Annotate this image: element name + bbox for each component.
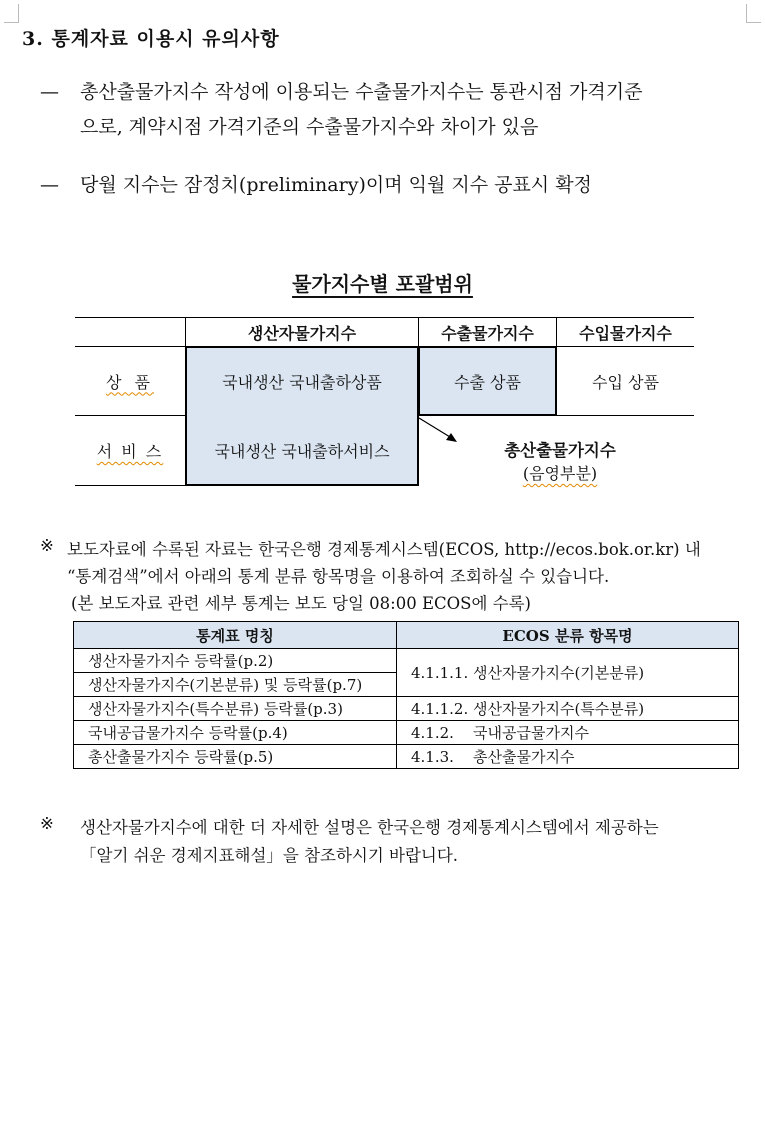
- bullet-1-line1: 총산출물가지수 작성에 이용되는 수출물가지수는 통관시점 가격기준: [80, 81, 643, 103]
- table-cell-ecos: 4.1.3. 총산출물가지수: [397, 745, 739, 769]
- table-row: [74, 721, 739, 745]
- row-label-services: 서 비 스: [96, 442, 164, 461]
- table-cell-ecos: 4.1.1.1. 생산자물가지수(기본분류): [397, 649, 739, 697]
- total-output-label: 총산출물가지수: [504, 441, 616, 460]
- section-number: 3.: [22, 28, 44, 50]
- col-header-import: 수입물가지수: [579, 323, 672, 343]
- note-2-mark: ※: [40, 814, 54, 833]
- table-row: [74, 745, 739, 769]
- table-cell-name: 국내공급물가지수 등락률(p.4): [74, 721, 397, 745]
- bullet-2: [40, 169, 592, 202]
- table-header-row: [74, 622, 739, 649]
- note-1-line1: 보도자료에 수록된 자료는 한국은행 경제통계시스템(ECOS, http://ecos.bok.or.kr) 내: [67, 540, 701, 559]
- note-1-line3: (본 보도자료 관련 세부 통계는 보도 당일 08:00 ECOS에 수록): [71, 594, 531, 613]
- note-2-line1: 생산자물가지수에 대한 더 자세한 설명은 한국은행 경제통계시스템에서 제공하는: [80, 818, 659, 837]
- table-cell-name: 생산자물가지수(특수분류) 등락률(p.3): [74, 697, 397, 721]
- page-corner-mark-left: [4, 4, 19, 23]
- col-header-ppi: 생산자물가지수: [247, 323, 357, 343]
- section-title: 통계자료 이용시 유의사항: [51, 28, 280, 50]
- dash-mark: —: [40, 174, 59, 196]
- pointer-arrow: [418, 416, 460, 446]
- cell-ppi-goods: 국내생산 국내출하상품: [222, 372, 382, 392]
- table-cell-ecos: 4.1.1.2. 생산자물가지수(특수분류): [397, 697, 739, 721]
- coverage-title: 물가지수별 포괄범위: [292, 272, 473, 296]
- table-row: [74, 649, 739, 673]
- table-cell-name: 총산출물가지수 등락률(p.5): [74, 745, 397, 769]
- bullet-1-line2: 으로, 계약시점 가격기준의 수출물가지수와 차이가 있음: [80, 116, 539, 138]
- table-cell-ecos: 4.1.2. 국내공급물가지수: [397, 721, 739, 745]
- cell-ppi-services: 국내생산 국내출하서비스: [214, 442, 390, 461]
- dash-mark: —: [40, 81, 59, 103]
- table-row: [74, 697, 739, 721]
- page-corner-mark-right: [746, 4, 761, 23]
- cell-import-goods: 수입 상품: [592, 372, 659, 392]
- col-header-export: 수출물가지수: [441, 323, 534, 343]
- section-heading: [22, 24, 280, 51]
- bullet-1: [40, 76, 642, 109]
- note-1-line2: “통계검색”에서 아래의 통계 분류 항목명을 이용하여 조회하실 수 있습니다.: [67, 567, 610, 586]
- total-output-note: (음영부분): [522, 464, 598, 483]
- table-cell-name: 생산자물가지수 등락률(p.2): [74, 649, 397, 673]
- ecos-reference-table: [73, 621, 739, 769]
- note-2-line2: 「알기 쉬운 경제지표해설」을 참조하시기 바랍니다.: [80, 846, 459, 865]
- note-1-mark: ※: [40, 536, 54, 555]
- row-label-goods: 상 품: [106, 372, 154, 392]
- table-cell-name: 생산자물가지수(기본분류) 및 등락률(p.7): [74, 673, 397, 697]
- bullet-2-line1: 당월 지수는 잠정치(preliminary)이며 익월 지수 공표시 확정: [80, 174, 592, 196]
- table-header-ecos: ECOS 분류 항목명: [397, 622, 739, 649]
- table-header-name: 통계표 명칭: [74, 622, 397, 649]
- cell-export-goods: 수출 상품: [454, 372, 521, 392]
